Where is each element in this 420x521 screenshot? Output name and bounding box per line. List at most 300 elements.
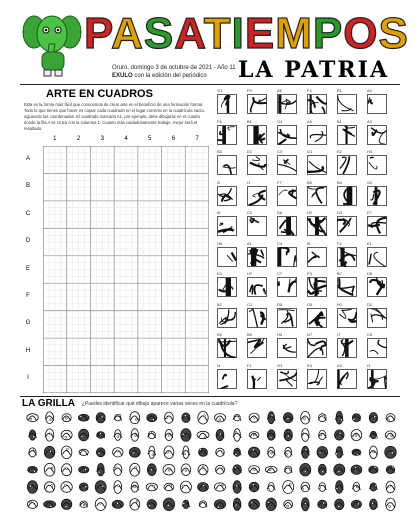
column-label: 6 [171,136,176,142]
tile-drawing [367,186,387,206]
date-line: Oruro, domingo 3 de octubre de 2021 - Año 11 [112,65,236,71]
tile-coordinate: I2 [217,179,221,185]
bird-icon [147,464,156,476]
bird-icon [61,446,72,459]
shoe-icon [181,464,191,476]
sun-icon [369,431,377,439]
puzzle-tile [307,301,327,328]
tile-drawing [247,369,267,389]
puzzle-tile [247,149,267,175]
puzzle-tile [247,88,267,114]
shoe-icon [61,499,71,509]
puzzle-tile [217,332,237,358]
art-instructions: Esta es la forma más fácil que conocemos de crear arte en el beneficio de una formación formal. Todo lo que tienes que hacer es copiar cada cuadrado en el lugar correcto en la cuadrícula vacía, siguiendo las coordenadas. El cuadrado marcado A1, por ejemplo, debe dibujarse en el cuadro donde la fila A se cruza con la columna 1. Cuanto más cuidadosamente trabaje, mejor será el resultado. [24,102,205,131]
tile-drawing [307,216,327,236]
puzzle-tile [247,301,267,328]
puzzle-tile [367,271,387,297]
pot-icon [46,412,54,424]
tile-drawing [277,216,297,236]
puzzle-tile [247,179,267,206]
tile-drawing [337,94,357,114]
puzzle-tile [277,210,297,236]
vase-icon [45,429,53,441]
column-label: 3 [100,136,104,142]
tile-coordinate: D2 [367,301,373,307]
row-label: F [26,292,30,299]
bird-icon [249,432,259,439]
puzzle-tile [367,362,387,389]
tile-coordinate: H5 [217,240,223,246]
pot-icon [62,464,72,476]
tile-drawing [247,125,267,145]
tile-coordinate: D5 [367,271,373,276]
puzzle-tile [247,362,267,389]
tile-coordinate: G5 [307,301,313,307]
tile-coordinate: I1 [247,179,251,185]
bottle-icon [79,449,88,455]
tile-drawing [277,308,297,328]
hat-icon [351,429,362,440]
column-label: 7 [195,136,199,142]
puzzle-tile [337,118,357,145]
tile-coordinate: B6 [247,332,252,337]
grilla-question: ¿Puedes identificar qué dibujo aparece varias veces en la cuadrícula? [82,401,238,407]
fish-icon [369,413,377,423]
puzzle-tile [367,149,387,175]
bird-icon [233,448,241,456]
tile-drawing [277,247,297,267]
fish-icon [385,446,397,458]
tile-drawing [247,308,267,328]
tile-coordinate: F2 [337,240,342,246]
bottle-icon [27,481,37,494]
puzzle-tile [367,118,387,145]
shoe-icon [97,463,105,476]
tile-drawing [307,277,327,297]
bird-icon [95,498,106,510]
puzzle-tile [217,149,237,175]
tile-coordinate: I7 [337,332,341,337]
tile-drawing [217,125,237,145]
tile-coordinate: A3 [367,118,372,124]
bird-icon [386,414,395,422]
pot-icon [80,501,88,508]
tile-coordinate: H7 [247,271,253,276]
vase-icon [198,465,208,475]
flower-icon [352,449,361,456]
tile-drawing [307,186,327,206]
fish-icon [197,431,209,438]
sun-icon [267,483,275,492]
tile-coordinate: A2 [367,88,372,93]
hat-icon [130,499,140,510]
puzzle-tile [277,118,297,145]
cup-icon [27,500,37,508]
puzzle-tile [307,271,327,297]
tile-coordinate: B1 [247,118,252,124]
pot-icon [130,463,140,476]
pot-icon [163,464,175,475]
tile-drawing [367,247,387,267]
leaf-icon [146,483,157,491]
tile-drawing [367,308,387,328]
title-letter: P [84,9,112,58]
cup-icon [78,414,89,421]
vase-icon [233,465,242,475]
puzzle-tile [277,301,297,328]
tile-coordinate: B4 [337,179,342,185]
leaf-icon [284,429,292,441]
tile-drawing [337,338,357,358]
tile-coordinate: C6 [367,332,373,337]
bug-icon [97,432,105,439]
pot-icon [61,430,72,440]
fish-icon [131,482,139,492]
tile-drawing [337,186,357,206]
tile-coordinate: C1 [247,301,253,307]
tile-drawing [337,308,357,328]
vase-icon [44,463,55,476]
tile-coordinate: G2 [367,179,373,185]
tile-coordinate: G4 [277,118,283,124]
tile-coordinate: E7 [367,210,372,215]
tile-drawing [247,155,267,175]
tile-drawing [277,277,297,297]
pot-icon [249,499,260,509]
column-label: 5 [148,136,152,142]
tile-coordinate: C3 [277,149,283,154]
icon-grid [24,409,399,513]
puzzle-tile [307,210,327,236]
fish-icon [335,411,343,424]
newspaper-name: LA PATRIA [238,57,390,83]
tile-drawing [247,247,267,267]
puzzle-tile [217,301,237,328]
tile-coordinate: D3 [337,210,343,215]
tile-coordinate: E3 [307,362,312,368]
tile-drawing [307,125,327,145]
pot-icon [182,413,190,423]
sun-icon [386,481,395,493]
tile-coordinate: F4 [307,88,312,93]
tile-drawing [367,125,387,145]
shoe-icon [284,466,292,473]
title-letter: O [343,9,379,58]
tile-drawing [367,94,387,114]
exclusive-line: EXULO con la edición del periódico [112,73,207,79]
tile-drawing [367,338,387,358]
puzzle-tile [367,332,387,358]
bird-icon [114,430,122,441]
sun-icon [233,414,241,421]
tile-coordinate: E1 [367,240,372,246]
tile-coordinate: I4 [217,362,221,368]
tile-drawing [337,125,357,145]
fish-icon [44,446,55,458]
puzzle-tile [277,332,297,358]
bug-icon [164,483,174,490]
row-label: I [27,375,29,382]
puzzle-tile [367,210,387,236]
tile-drawing [307,338,327,358]
shoe-icon [79,429,89,441]
pot-icon [95,481,106,494]
tile-coordinate: I3 [367,362,371,368]
puzzle-tile [277,362,297,389]
puzzle-tiles [217,88,393,394]
tile-drawing [337,277,357,297]
tile-drawing [367,369,387,389]
row-label: B [25,183,30,190]
tile-drawing [307,308,327,328]
tile-coordinate: E2 [337,149,342,154]
tile-coordinate: D7 [307,332,313,337]
vase-icon [335,499,344,510]
tile-drawing [307,247,327,267]
masthead-title [84,8,409,60]
puzzle-tile [367,179,387,206]
tile-drawing [367,277,387,297]
puzzle-tile [247,118,267,145]
sun-icon [351,465,362,474]
cup-icon [301,482,310,492]
tile-coordinate: D6 [277,210,283,215]
puzzle-tile [337,240,357,267]
puzzle-tile [277,271,297,297]
tile-coordinate: H4 [277,332,283,337]
hat-icon [112,500,123,508]
bird-icon [113,448,123,457]
puzzle-tile [367,301,387,328]
fish-icon [369,483,377,491]
fish-icon [164,446,174,459]
title-letter: A [174,9,204,58]
tile-coordinate: H1 [337,301,343,307]
cup-icon [317,447,328,459]
bottle-icon [96,413,105,423]
cup-icon [318,483,326,492]
tile-drawing [337,216,357,236]
vase-icon [215,414,226,422]
vase-icon [301,498,309,511]
tile-coordinate: A1 [247,240,252,246]
tile-drawing [367,216,387,236]
tile-drawing [217,247,237,267]
bottle-icon [352,414,360,422]
puzzle-tile [337,149,357,175]
tile-coordinate: D5 [277,301,283,307]
hat-icon [165,429,173,440]
title-letter: E [244,9,276,58]
puzzle-tile [277,240,297,267]
bird-icon [249,482,259,492]
puzzle-tile [217,271,237,297]
puzzle-tile [337,179,357,206]
tile-drawing [307,369,327,389]
pot-icon [335,481,343,494]
cup-icon [79,483,88,491]
tile-drawing [217,155,237,175]
flower-icon [181,429,191,442]
shoe-icon [130,412,140,424]
tile-coordinate: A3 [337,362,342,368]
bird-icon [129,447,140,457]
row-label: H [25,347,31,354]
tile-coordinate: H3 [367,149,373,154]
puzzle-tile [367,88,387,114]
hat-icon [248,447,259,457]
shoe-icon [199,448,208,456]
bug-icon [386,498,396,510]
leaf-icon [182,446,190,459]
page-header [0,0,420,86]
tile-coordinate: G1 [217,88,223,93]
sun-icon [369,499,377,509]
bug-icon [180,481,191,493]
leaf-icon [61,482,72,493]
puzzle-tile [217,118,237,145]
grid-lines [43,146,209,393]
flower-icon [284,500,293,508]
vase-icon [352,482,360,491]
puzzle-tile [247,210,267,236]
tile-drawing [217,338,237,358]
tile-drawing [277,94,297,114]
tile-coordinate: C7 [277,271,283,276]
puzzle-tile [217,179,237,206]
puzzle-tile [337,88,357,114]
puzzle-tile [307,332,327,358]
puzzle-tile [277,179,297,206]
empty-drawing-grid [25,136,209,393]
row-label: G [25,320,31,327]
puzzle-tile [337,301,357,328]
tile-coordinate: B2 [217,301,222,307]
bug-icon [114,481,122,494]
tile-coordinate: F3 [307,271,312,276]
pot-icon [114,464,122,476]
row-label: D [25,238,31,245]
tile-coordinate: B1 [337,118,342,124]
leaf-icon [301,411,310,424]
leaf-icon [300,463,311,476]
row-label: A [25,155,30,162]
bottle-icon [386,466,394,474]
edition-info [112,64,236,80]
tile-coordinate: A6 [277,88,282,93]
header-divider [20,84,400,85]
tile-coordinate: B5 [307,179,312,185]
title-letter: S [378,9,409,58]
bird-icon [334,464,345,475]
grilla-title: LA GRILLA [22,398,75,409]
bug-icon [216,429,224,440]
title-letter: P [312,9,344,58]
hat-icon [266,498,276,511]
tile-drawing [307,155,327,175]
puzzle-tile [337,210,357,236]
vase-icon [131,429,139,442]
puzzle-tile [367,240,387,267]
puzzle-tile [337,271,357,297]
bug-icon [198,411,208,424]
tile-drawing [277,338,297,358]
puzzle-tile [307,362,327,389]
puzzle-tile [337,332,357,358]
hat-icon [62,414,71,422]
tile-coordinate: C2 [247,210,253,215]
cup-icon [233,481,241,494]
tile-drawing [337,247,357,267]
tile-coordinate: E4 [217,271,222,276]
hat-icon [267,412,275,424]
title-letter: M [275,9,313,58]
tile-coordinate: G3 [277,362,283,368]
tile-coordinate: B7 [337,271,342,276]
puzzle-tile [307,149,327,175]
puzzle-tile [217,240,237,267]
tile-drawing [217,186,237,206]
tile-coordinate: C4 [277,240,283,246]
tile-coordinate: E6 [217,332,222,337]
flower-icon [265,466,277,473]
tile-drawing [247,186,267,206]
tile-coordinate: F6 [217,118,222,124]
tile-coordinate: F7 [277,179,282,185]
tile-drawing [247,94,267,114]
puzzle-tile [247,332,267,358]
hat-icon [301,446,309,458]
tile-drawing [247,338,267,358]
tile-drawing [217,308,237,328]
shoe-icon [29,448,37,457]
fish-icon [214,500,225,509]
fish-icon [216,465,225,474]
pot-icon [369,466,378,473]
puzzle-tile [217,88,237,114]
elephant-mascot-icon [22,8,82,78]
tile-drawing [337,155,357,175]
puzzle-tile [247,271,267,297]
art-section-title: ARTE EN CUADROS [46,88,153,100]
puzzle-tile [307,240,327,267]
tile-drawing [217,369,237,389]
tile-drawing [337,369,357,389]
leaf-icon [147,414,157,422]
tile-coordinate: A5 [307,118,312,124]
tile-coordinate: B1 [337,88,342,93]
puzzle-tile [307,118,327,145]
puzzle-tile [277,149,297,175]
tile-drawing [367,155,387,175]
title-letter: T [203,9,232,58]
leaf-icon [165,412,174,423]
sun-icon [351,500,361,508]
shoe-icon [283,481,294,494]
shoe-icon [28,466,38,473]
tile-drawing [217,94,237,114]
bird-icon [29,430,37,440]
flower-icon [114,414,122,421]
row-label: C [25,210,31,217]
puzzle-tile [307,179,327,206]
tile-coordinate: F1 [247,362,252,368]
puzzle-tile [337,362,357,389]
tile-drawing [277,125,297,145]
hat-icon [198,483,209,492]
sun-icon [318,414,326,422]
bug-icon [182,500,190,509]
